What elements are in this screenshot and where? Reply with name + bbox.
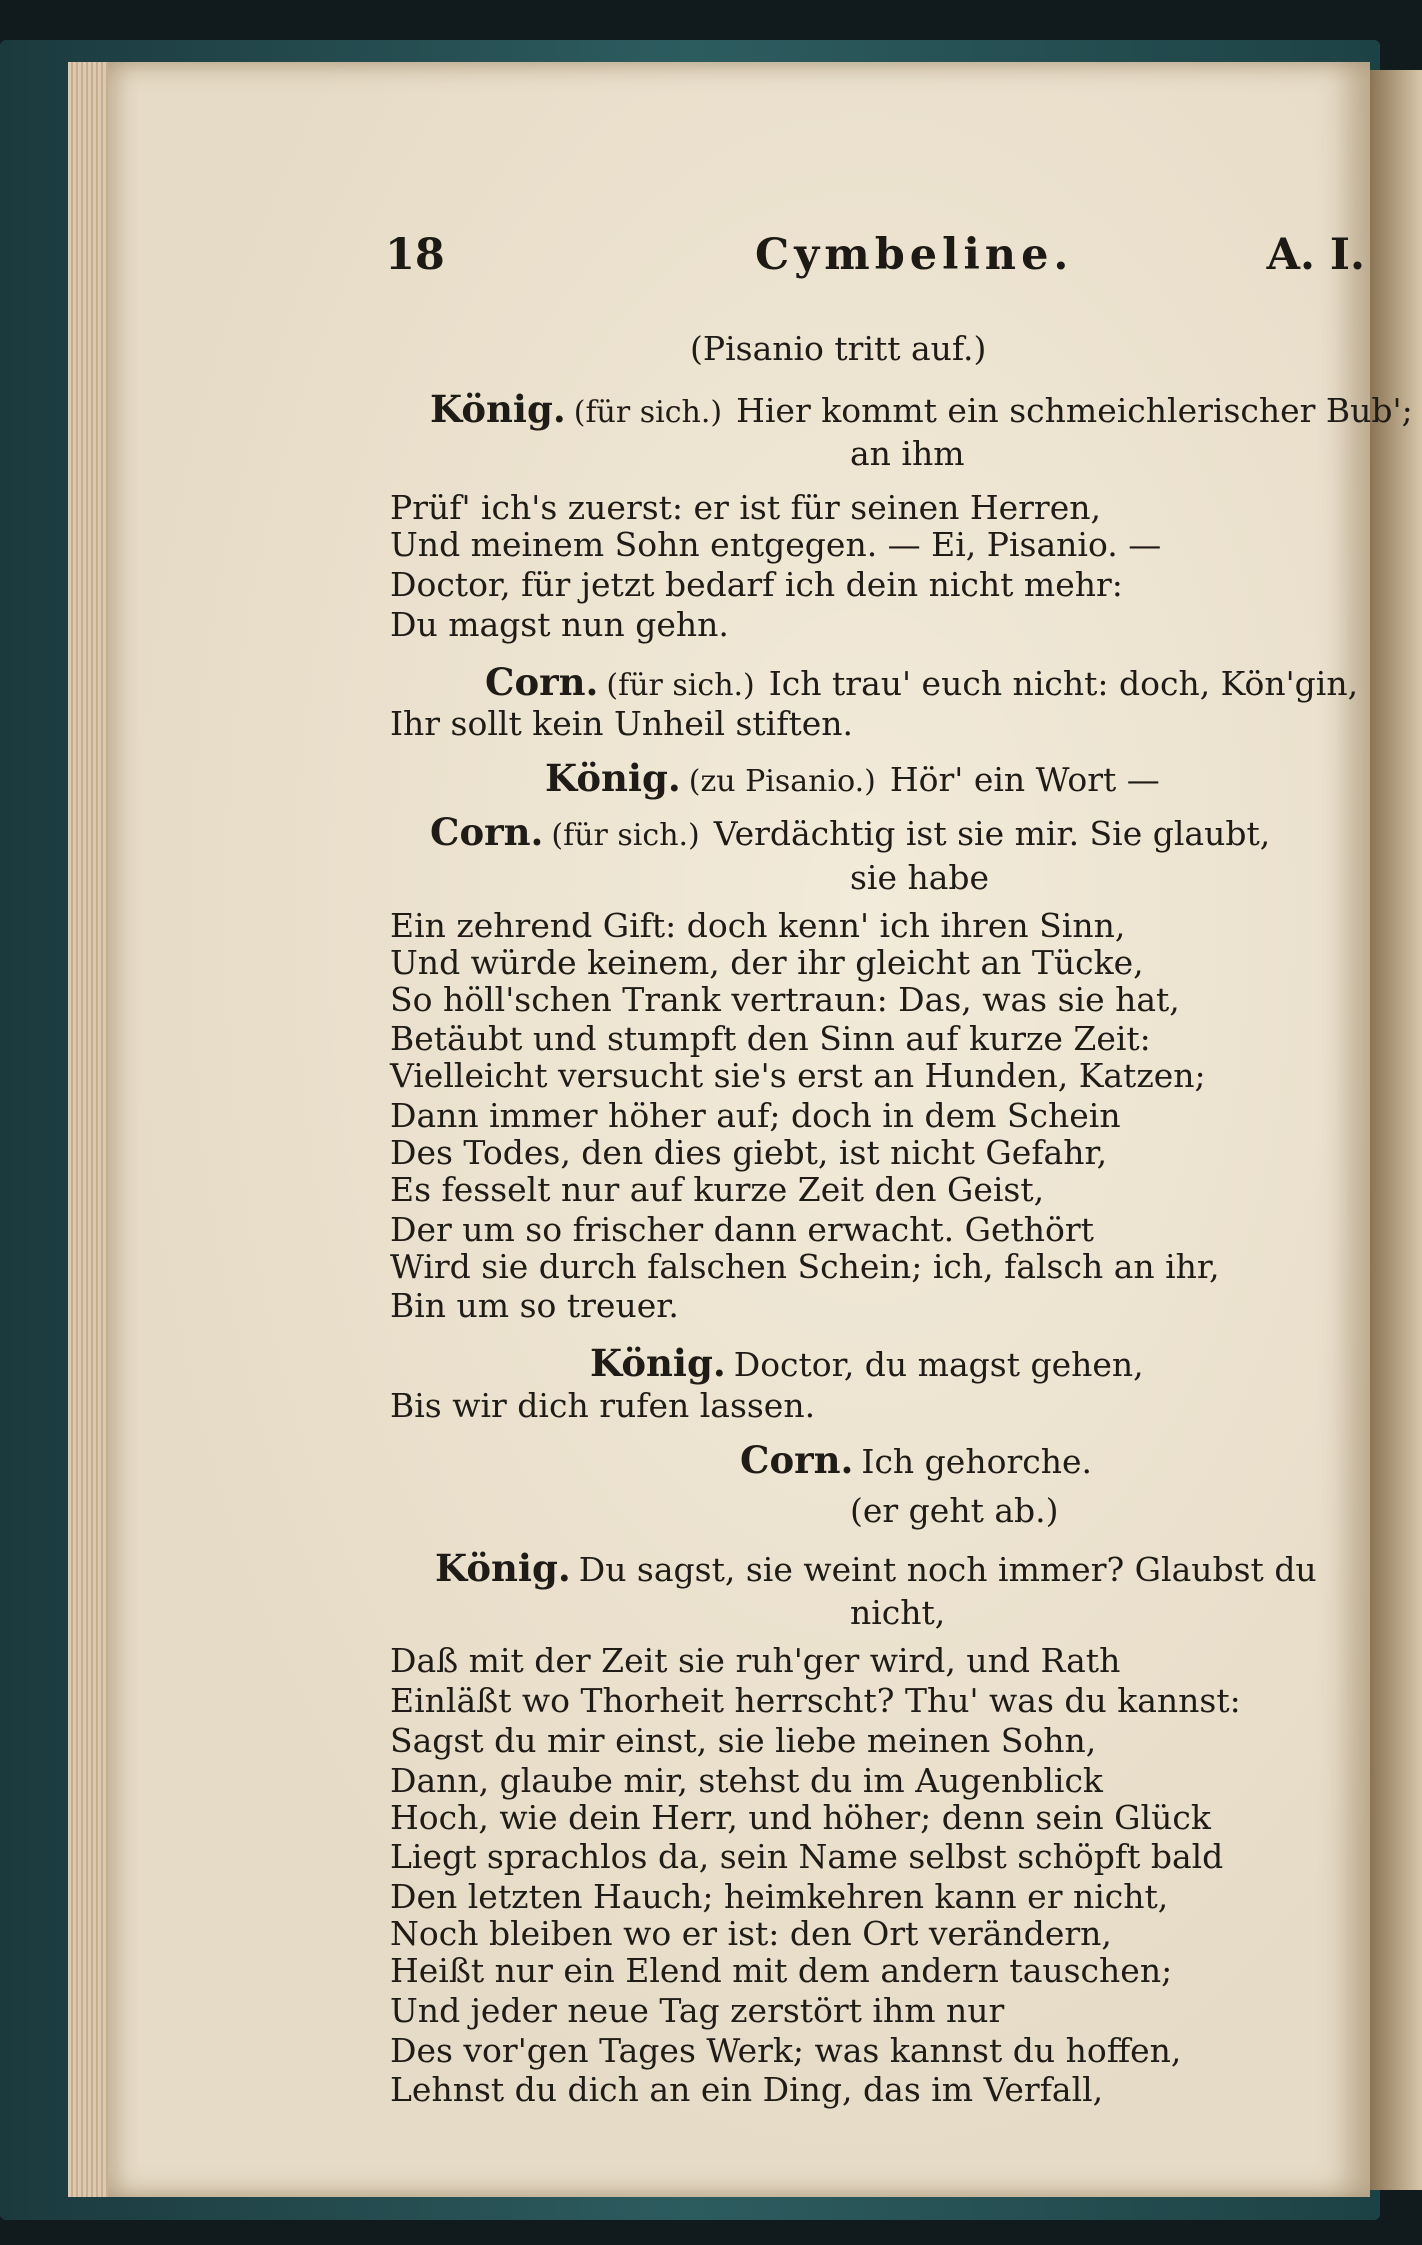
verse-line: Bin um so treuer.: [390, 1286, 679, 1326]
verse-line: Hoch, wie dein Herr, und höher; denn sein Glück: [390, 1797, 1211, 1837]
verse-line: Betäubt und stumpft den Sinn auf kurze Zeit:: [390, 1019, 1151, 1059]
speaker-name: König.: [545, 756, 681, 801]
speech-text: Ich gehorche.: [861, 1441, 1092, 1481]
page-edges: [68, 62, 108, 2197]
verse-line: Noch bleiben wo er ist: den Ort verändern,: [390, 1914, 1112, 1954]
speaker-name: Corn.: [740, 1437, 854, 1482]
verse-line: Vielleicht versucht sie's erst an Hunden, Katzen;: [390, 1056, 1206, 1096]
verse-line: Des Todes, den dies giebt, ist nicht Gefahr,: [390, 1133, 1108, 1173]
turnover-line: nicht,: [850, 1593, 946, 1633]
speech-line: [430, 810, 1271, 855]
act-marker: A. I.: [1266, 230, 1365, 280]
speech-line: [485, 659, 1359, 704]
verse-line: Du magst nun gehn.: [390, 604, 729, 644]
verse-line: Den letzten Hauch; heimkehren kann er nicht,: [390, 1877, 1169, 1917]
speaker-direction: (für sich.): [551, 818, 700, 854]
page-number: 18: [385, 230, 445, 280]
speaker-name: König.: [430, 387, 566, 431]
verse-line: Sagst du mir einst, sie liebe meinen Sohn,: [390, 1720, 1097, 1760]
speech-text: Ich trau' euch nicht: doch, Kön'gin,: [768, 663, 1359, 703]
verse-line: Einläßt wo Thorheit herrscht? Thu' was du kannst:: [390, 1681, 1241, 1721]
verse-line: Ihr sollt kein Unheil stiften.: [390, 704, 853, 744]
stage-direction: (Pisanio tritt auf.): [690, 329, 987, 369]
verse-line: Des vor'gen Tages Werk; was kannst du hoffen,: [390, 2030, 1182, 2070]
next-page-edge: [1370, 70, 1422, 2190]
running-title: Cymbeline.: [755, 230, 1074, 280]
verse-line: Prüf' ich's zuerst: er ist für seinen Herren,: [390, 488, 1101, 528]
speaker-name: Corn.: [485, 659, 599, 704]
speech-text: Hör' ein Wort —: [889, 760, 1160, 800]
verse-line: Heißt nur ein Elend mit dem andern tauschen;: [390, 1951, 1173, 1990]
speech-text: Du sagst, sie weint noch immer? Glaubst du: [578, 1549, 1317, 1589]
verse-line: Und jeder neue Tag zerstört ihm nur: [390, 1990, 1005, 2030]
speech-line: [435, 1545, 1317, 1590]
verse-line: So höll'schen Trank vertraun: Das, was sie hat,: [390, 979, 1180, 1019]
turnover-line: sie habe: [850, 857, 990, 897]
verse-line: Lehnst du dich an ein Ding, das im Verfall,: [390, 2070, 1104, 2110]
speech-text: Hier kommt ein schmeichlerischer Bub';: [736, 391, 1413, 430]
verse-line: Der um so frischer dann erwacht. Gethört: [390, 1209, 1094, 1249]
verse-line: Bis wir dich rufen lassen.: [390, 1385, 816, 1425]
speaker-direction: (für sich.): [606, 667, 755, 703]
stage-direction: (er geht ab.): [850, 1490, 1059, 1530]
speech-text: Verdächtig ist sie mir. Sie glaubt,: [713, 814, 1271, 854]
verse-line: Dann immer höher auf; doch in dem Schein: [390, 1096, 1121, 1136]
speech-line: [430, 389, 1413, 429]
verse-line: Es fesselt nur auf kurze Zeit den Geist,: [390, 1170, 1045, 1209]
verse-line: Und meinem Sohn entgegen. — Ei, Pisanio. —: [390, 525, 1162, 565]
speech-line: [740, 1437, 1092, 1482]
speaker-name: Corn.: [430, 810, 544, 855]
verse-line: Doctor, für jetzt bedarf ich dein nicht mehr:: [390, 565, 1123, 605]
verse-line: Ein zehrend Gift: doch kenn' ich ihren Sinn,: [390, 905, 1126, 945]
verse-line: Wird sie durch falschen Schein; ich, falsch an ihr,: [390, 1246, 1220, 1286]
verse-line: Daß mit der Zeit sie ruh'ger wird, und Rath: [390, 1641, 1121, 1681]
verse-line: Liegt sprachlos da, sein Name selbst schöpft bald: [390, 1837, 1224, 1877]
speaker-direction: (für sich.): [573, 395, 723, 430]
speech-line: [590, 1341, 1144, 1386]
speaker-name: König.: [435, 1545, 571, 1590]
verse-line: Und würde keinem, der ihr gleicht an Tücke,: [390, 942, 1144, 982]
speech-text: Doctor, du magst gehen,: [733, 1345, 1144, 1385]
turnover-line: an ihm: [850, 434, 965, 474]
speaker-direction: (zu Pisanio.): [688, 764, 876, 800]
speech-line: [545, 756, 1160, 801]
page-header: [385, 230, 1365, 290]
verse-line: Dann, glaube mir, stehst du im Augenblick: [390, 1760, 1103, 1800]
speaker-name: König.: [590, 1341, 726, 1386]
